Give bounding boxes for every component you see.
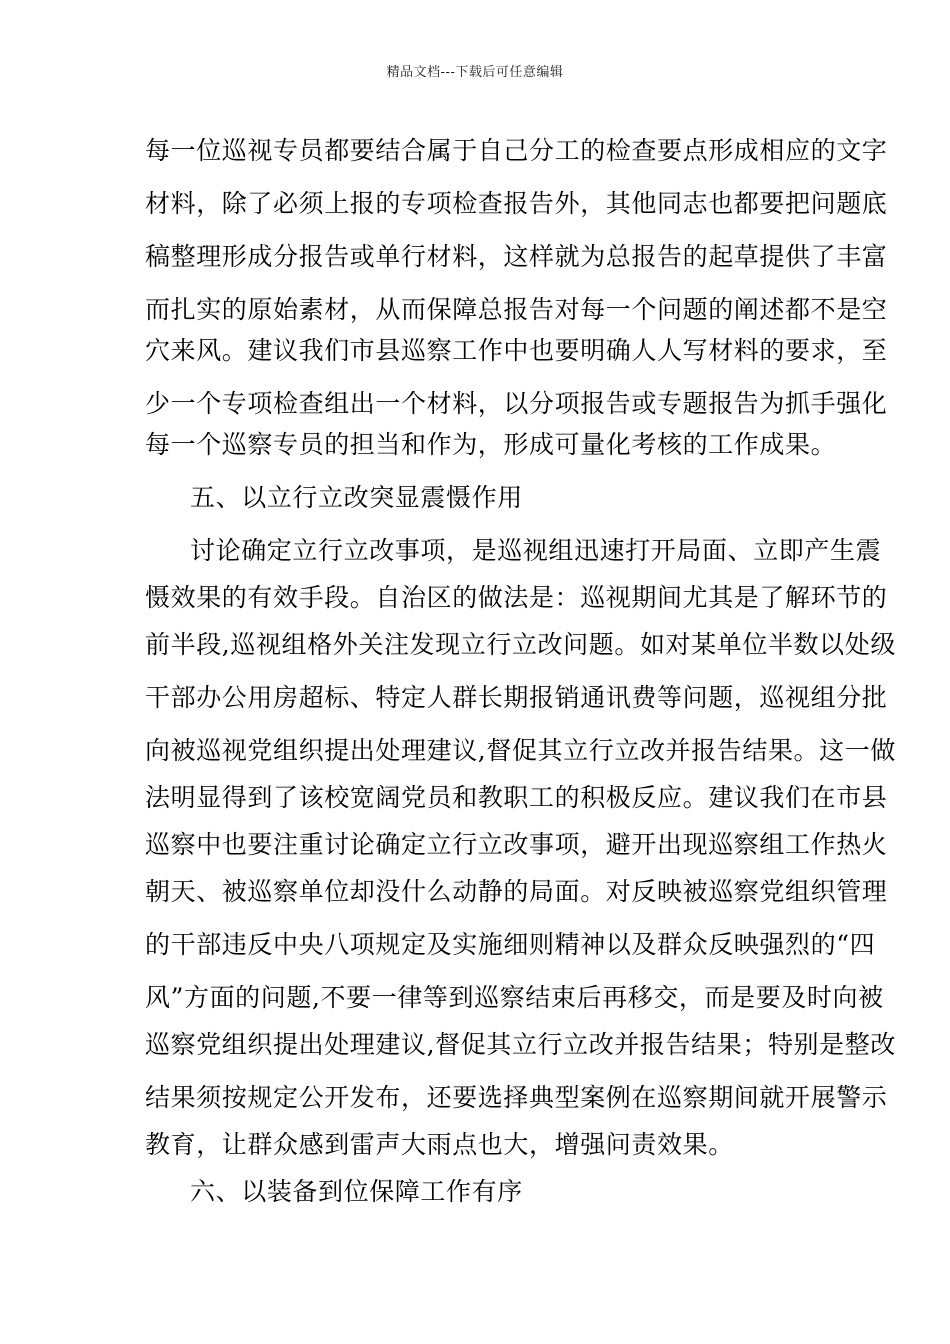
page-header: 精品文档---下载后可任意编辑: [386, 65, 564, 80]
body-line: 讨论确定立行立改事项，是巡视组迅速打开局面、立即产生震: [190, 536, 882, 565]
section-heading: 五、以立行立改突显震慑作用: [190, 483, 523, 512]
body-line: 前半段,巡视组格外关注发现立行立改问题。如对某单位半数以处级: [145, 630, 896, 659]
body-line: 巡察党组织提出处理建议,督促其立行立改并报告结果；特别是整改: [145, 1030, 896, 1059]
section-heading: 六、以装备到位保障工作有序: [190, 1177, 523, 1206]
body-line: 慑效果的有效手段。自治区的做法是：巡视期间尤其是了解环节的: [145, 583, 888, 612]
body-line: 风”方面的问题,不要一律等到巡察结束后再移交，而是要及时向被: [145, 983, 884, 1012]
body-line: 每一个巡察专员的担当和作为，形成可量化考核的工作成果。: [145, 430, 837, 459]
body-line: 向被巡视党组织提出处理建议,督促其立行立改并报告结果。这一做: [145, 736, 896, 765]
body-line: 法明显得到了该校宽阔党员和教职工的积极反应。建议我们在市县: [145, 783, 888, 812]
body-line: 而扎实的原始素材，从而保障总报告对每一个问题的阐述都不是空: [145, 295, 888, 324]
body-line: 教育，让群众感到雷声大雨点也大，增强问责效果。: [145, 1130, 734, 1159]
body-line: 少一个专项检查组出一个材料，以分项报告或专题报告为抓手强化: [145, 389, 888, 418]
body-line: 稿整理形成分报告或单行材料，这样就为总报告的起草提供了丰富: [145, 242, 888, 271]
body-line: 结果须按规定公开发布，还要选择典型案例在巡察期间就开展警示: [145, 1083, 888, 1112]
body-line: 的干部违反中央八项规定及实施细则精神以及群众反映强烈的“四: [145, 930, 876, 959]
body-line: 朝天、被巡察单位却没什么动静的局面。对反映被巡察党组织管理: [145, 877, 888, 906]
body-line: 穴来风。建议我们市县巡察工作中也要明确人人写材料的要求，至: [145, 336, 888, 365]
body-line: 每一位巡视专员都要结合属于自己分工的检查要点形成相应的文字: [145, 136, 888, 165]
body-line: 材料，除了必须上报的专项检查报告外，其他同志也都要把问题底: [145, 189, 888, 218]
body-line: 干部办公用房超标、特定人群长期报销通讯费等问题，巡视组分批: [145, 683, 888, 712]
body-line: 巡察中也要注重讨论确定立行立改事项，避开出现巡察组工作热火: [145, 830, 888, 859]
